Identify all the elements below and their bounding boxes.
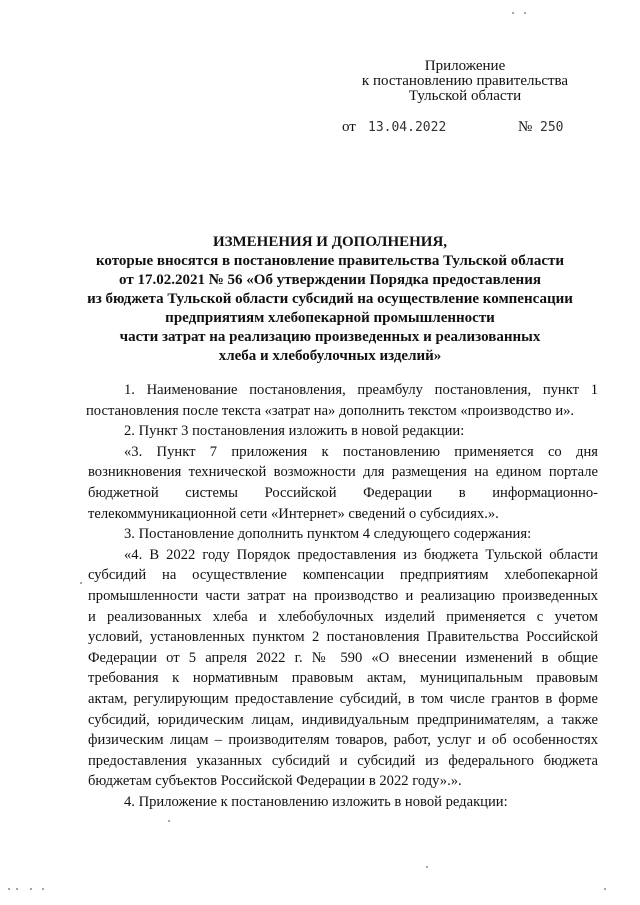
- body-line: 3. Постановление дополнить пунктом 4 следующего содержания:: [124, 526, 532, 543]
- annex-header: [345, 59, 585, 104]
- title-line: из бюджета Тульской области субсидий на осуществление компенсации: [87, 291, 573, 307]
- annex-line-2: к постановлению правительства: [361, 73, 569, 89]
- scan-speck: [16, 888, 18, 890]
- document-title: [60, 233, 600, 366]
- document-body: [88, 380, 598, 812]
- body-line: физическим лицам – производителям товаров, работ, услуг и об особенностях: [88, 732, 598, 749]
- body-line: субсидий, юридическим лицам, индивидуальным предпринимателям, а также: [88, 711, 598, 728]
- body-line: промышленности части затрат на производство и реализацию произведенных: [88, 587, 598, 604]
- body-line: субсидий на осуществление компенсации предприятиям хлебопекарной: [88, 567, 598, 584]
- annex-line-3: Тульской области: [408, 88, 522, 104]
- body-line: 1. Наименование постановления, преамбулу постановления, пункт 1: [124, 382, 598, 398]
- title-line: части затрат на реализацию произведенных и реализованных: [119, 329, 541, 345]
- body-line: 2. Пункт 3 постановления изложить в новой редакции:: [124, 423, 465, 440]
- body-line: бюджетной системы Российской Федерации в информационно-: [88, 484, 598, 501]
- date-label: от: [342, 119, 356, 135]
- body-line: бюджетам субъектов Российской Федерации в 2022 году».».: [88, 773, 462, 790]
- document-date: 13.04.2022: [368, 120, 447, 135]
- title-line: которые вносятся в постановление правительства Тульской области: [95, 253, 565, 269]
- scan-speck: [42, 888, 44, 890]
- body-line: условий, установленных пунктом 2 постановления Правительства Российской: [88, 629, 598, 646]
- title-line: хлеба и хлебобулочных изделий»: [218, 348, 442, 364]
- body-line: «4. В 2022 году Порядок предоставления из бюджета Тульской области: [124, 546, 598, 563]
- body-line: требования к нормативным правовым актам, муниципальным правовым: [88, 670, 598, 687]
- body-line: актам, регулирующим предоставление субсидий, в том числе грантов в форме: [88, 690, 598, 707]
- title-line: от 17.02.2021 № 56 «Об утверждении Порядка предоставления: [119, 272, 541, 288]
- scan-speck: [80, 582, 82, 584]
- annex-line-1: Приложение: [424, 58, 506, 74]
- body-line: возникновения технической возможности для размещения на едином портале: [88, 464, 598, 481]
- scan-speck: [168, 820, 170, 822]
- number-label: №: [518, 119, 533, 135]
- scan-speck: [512, 12, 514, 14]
- document-number: 250: [540, 120, 564, 135]
- scan-speck: [524, 12, 526, 14]
- scan-speck: [8, 888, 10, 890]
- scan-speck: [426, 866, 428, 868]
- body-line: «3. Пункт 7 приложения к постановлению применяется со дня: [124, 443, 598, 460]
- body-line: Федерации от 5 апреля 2022 г. № 590 «О внесении изменений в общие: [88, 649, 598, 666]
- body-line: телекоммуникационной сети «Интернет» сведений о субсидиях.».: [88, 505, 499, 522]
- scan-speck: [30, 888, 32, 890]
- body-line: постановления после текста «затрат на» дополнить текстом «производство и».: [86, 402, 575, 419]
- body-line: и реализованных хлеба и хлебобулочных изделий применяется с учетом: [88, 608, 598, 625]
- title-line: предприятиям хлебопекарной промышленности: [165, 310, 495, 326]
- title-line: ИЗМЕНЕНИЯ И ДОПОЛНЕНИЯ,: [212, 234, 448, 250]
- body-line: предоставления указанных субсидий и субсидий из федерального бюджета: [88, 752, 598, 769]
- scan-speck: [604, 888, 606, 890]
- body-line: 4. Приложение к постановлению изложить в новой редакции:: [124, 793, 508, 810]
